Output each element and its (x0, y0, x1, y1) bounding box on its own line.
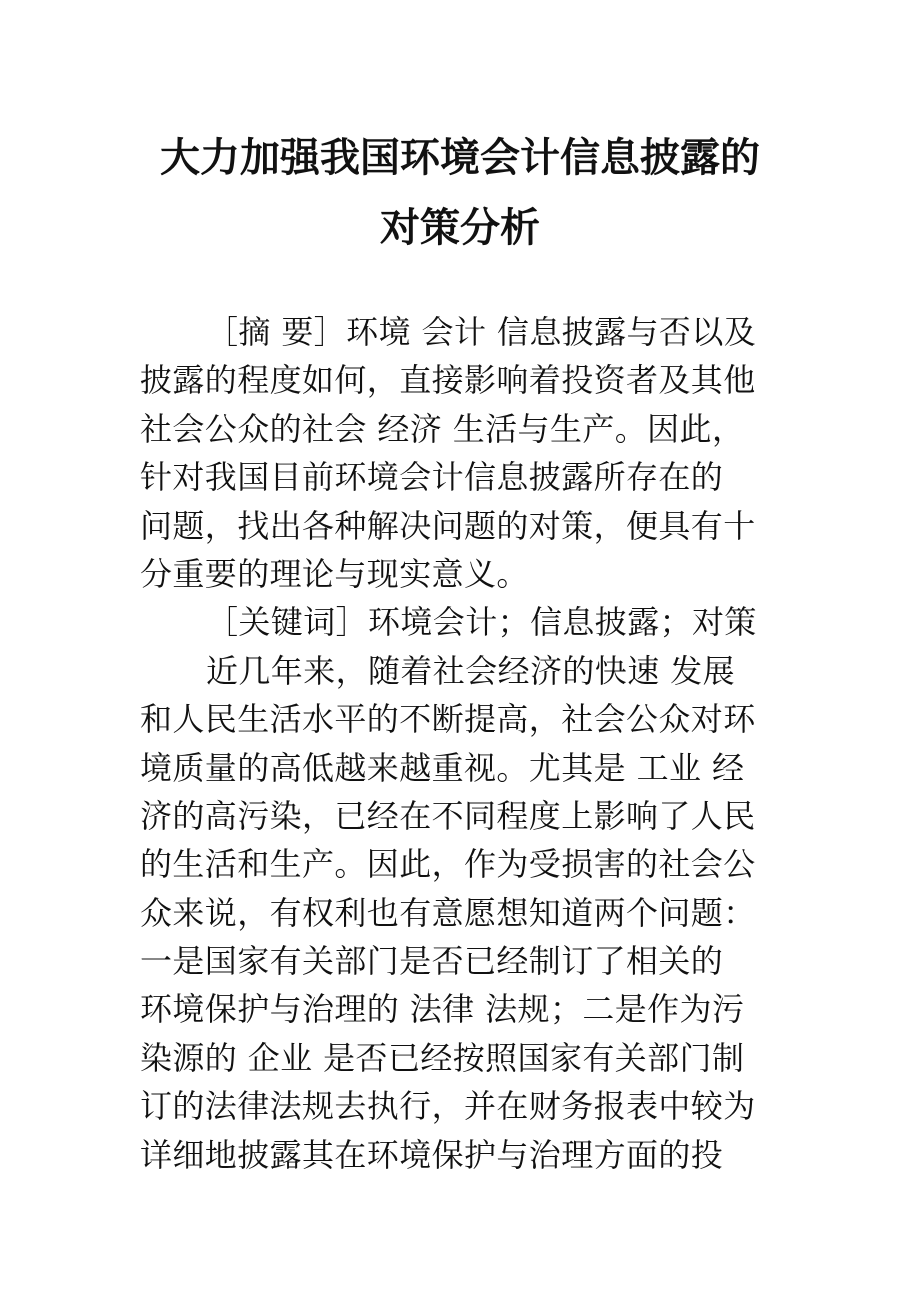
body-line: 详细地披露其在环境保护与治理方面的投 (140, 1135, 724, 1174)
body-line: 和人民生活水平的不断提高，社会公众对环 (140, 700, 756, 739)
body-line: 订的法律法规去执行，并在财务报表中较为 (140, 1087, 756, 1126)
body-line: 近几年来，随着社会经济的快速 发展 (206, 651, 735, 690)
body-line: ［关键词］环境会计；信息披露；对策 (206, 603, 757, 642)
document-body (140, 308, 800, 1179)
document-title-line-1: 大力加强我国环境会计信息披露的 (160, 134, 760, 181)
body-line: 分重要的理论与现实意义。 (140, 554, 529, 593)
body-line: 针对我国目前环境会计信息披露所存在的 (140, 458, 724, 497)
body-line: ［摘 要］环境 会计 信息披露与否以及 (206, 313, 757, 351)
document-title-line-2: 对策分析 (380, 204, 540, 251)
body-line: 染源的 企业 是否已经按照国家有关部门制 (140, 1038, 745, 1077)
body-line: 披露的程度如何，直接影响着投资者及其他 (140, 361, 756, 400)
body-line: 济的高污染，已经在不同程度上影响了人民 (140, 796, 756, 835)
body-line: 的生活和生产。因此，作为受损害的社会公 (140, 845, 756, 884)
body-line: 环境保护与治理的 法律 法规；二是作为污 (140, 990, 745, 1029)
body-line: 问题，找出各种解决问题的对策，便具有十 (140, 506, 756, 545)
body-line: 一是国家有关部门是否已经制订了相关的 (140, 942, 724, 981)
body-line: 境质量的高低越来越重视。尤其是 工业 经 (140, 748, 745, 787)
body-line: 社会公众的社会 经济 生活与生产。因此， (140, 409, 745, 448)
body-line: 众来说，有权利也有意愿想知道两个问题： (140, 893, 756, 932)
